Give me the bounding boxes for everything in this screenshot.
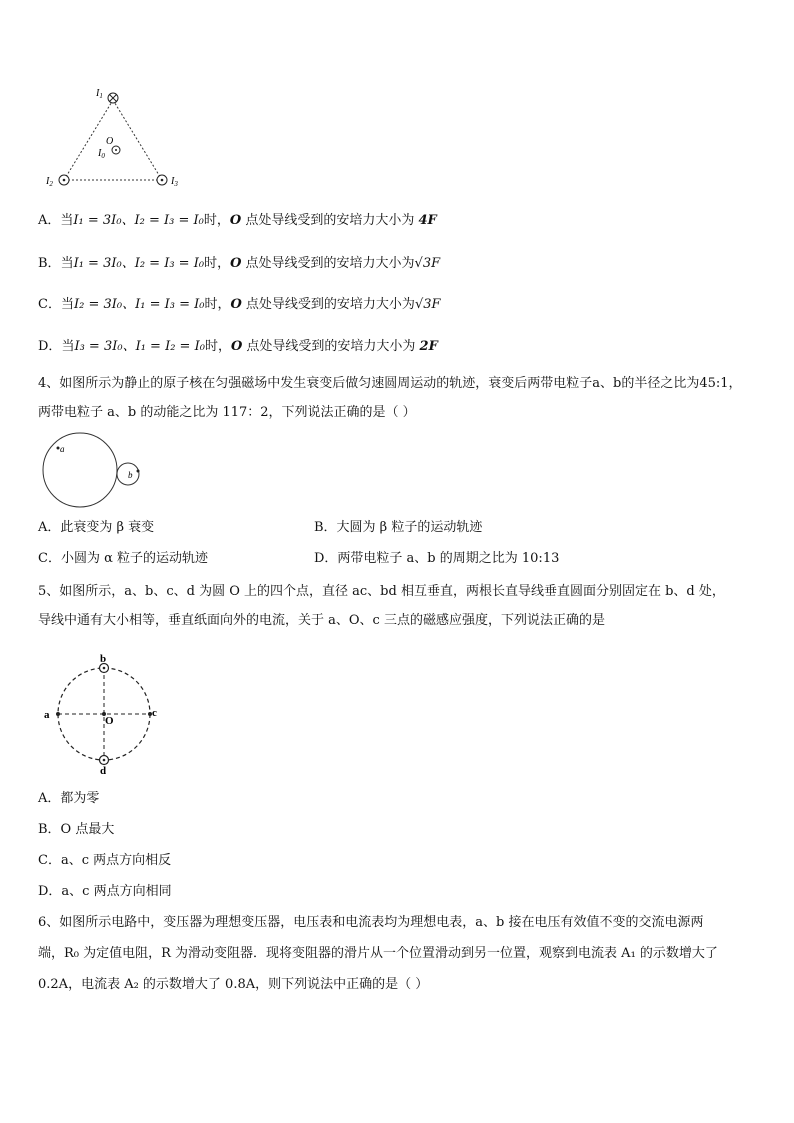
current-I0-out-of-page-icon (112, 146, 120, 154)
q3-option-b[interactable]: B．当I₁ = 3I₀、I₂ = I₃ = I₀时，O 点处导线受到的安培力大小为√3F (38, 256, 441, 271)
q4-option-b[interactable]: B．大圆为 β 粒子的运动轨迹 (314, 520, 483, 535)
q4-option-c[interactable]: C．小圆为 α 粒子的运动轨迹 (38, 551, 208, 566)
label-d: d (100, 765, 107, 777)
label-I2: $I_2$ (46, 176, 53, 188)
q3-triangle-figure (38, 84, 188, 194)
q4-orbits-figure (38, 428, 148, 512)
label-O: O (106, 136, 114, 147)
q5-stem-line2: 导线中通有大小相等，垂直纸面向外的电流，关于 a、O、c 三点的磁感应强度，下列说法正确的是 (38, 613, 605, 628)
q5-option-d[interactable]: D．a、c 两点方向相同 (38, 884, 172, 899)
point-a-dot (56, 712, 60, 716)
label-a: a (44, 709, 50, 721)
q5-stem-line1: 5、如图所示，a、b、c、d 为圆 O 上的四个点，直径 ac、bd 相互垂直，两根长直导线垂直圆面分别固定在 b、d 处， (38, 584, 725, 599)
label-b: b (128, 470, 133, 480)
q3-option-d[interactable]: D．当I₃ = 3I₀、I₁ = I₂ = I₀时，O 点处导线受到的安培力大小为 2F (38, 339, 438, 354)
current-I1-into-page-icon (108, 93, 118, 103)
wire-d-out-of-page-icon (100, 756, 109, 765)
label-a: a (60, 444, 65, 454)
current-I3-out-of-page-icon (157, 175, 167, 185)
q5-option-b[interactable]: B．O 点最大 (38, 822, 115, 837)
q4-option-d[interactable]: D．两带电粒子 a、b 的周期之比为 10:13 (314, 551, 560, 566)
q3-option-a[interactable]: A．当I₁ = 3I₀、I₂ = I₃ = I₀时，O 点处导线受到的安培力大小为 4F (38, 213, 437, 228)
q6-stem-line3: 0.2A，电流表 A₂ 的示数增大了 0.8A，则下列说法中正确的是（ ） (38, 977, 429, 992)
large-orbit-circle (43, 433, 117, 507)
q3-option-c[interactable]: C．当I₂ = 3I₀、I₁ = I₃ = I₀时，O 点处导线受到的安培力大小为√3F (38, 297, 441, 312)
current-I2-out-of-page-icon (59, 175, 69, 185)
q4-stem-line1: 4、如图所示为静止的原子核在匀强磁场中发生衰变后做匀速圆周运动的轨迹，衰变后两带电粒子a、b的半径之比为45:1， (38, 376, 742, 391)
label-c: c (152, 707, 157, 719)
label-O: O (105, 715, 114, 727)
q5-circle-figure (40, 652, 170, 776)
particle-b-dot (137, 470, 140, 473)
q4-stem-line2: 两带电粒子 a、b 的动能之比为 117：2，下列说法正确的是（ ） (38, 405, 416, 420)
label-b: b (100, 653, 107, 665)
label-I1: $I_1$ (96, 88, 103, 100)
q6-stem-line2: 端，R₀ 为定值电阻，R 为滑动变阻器．现将变阻器的滑片从一个位置滑动到另一位置，观察到电流表 A₁ 的示数增大了 (38, 946, 718, 961)
label-I0: $I_0$ (98, 148, 105, 160)
q6-stem-line1: 6、如图所示电路中，变压器为理想变压器，电压表和电流表均为理想电表，a、b 接在电压有效值不变的交流电源两 (38, 915, 704, 930)
q4-option-a[interactable]: A．此衰变为 β 衰变 (38, 520, 155, 535)
q5-option-a[interactable]: A．都为零 (38, 791, 100, 806)
label-I3: $I_3$ (171, 176, 178, 188)
q5-option-c[interactable]: C．a、c 两点方向相反 (38, 853, 172, 868)
